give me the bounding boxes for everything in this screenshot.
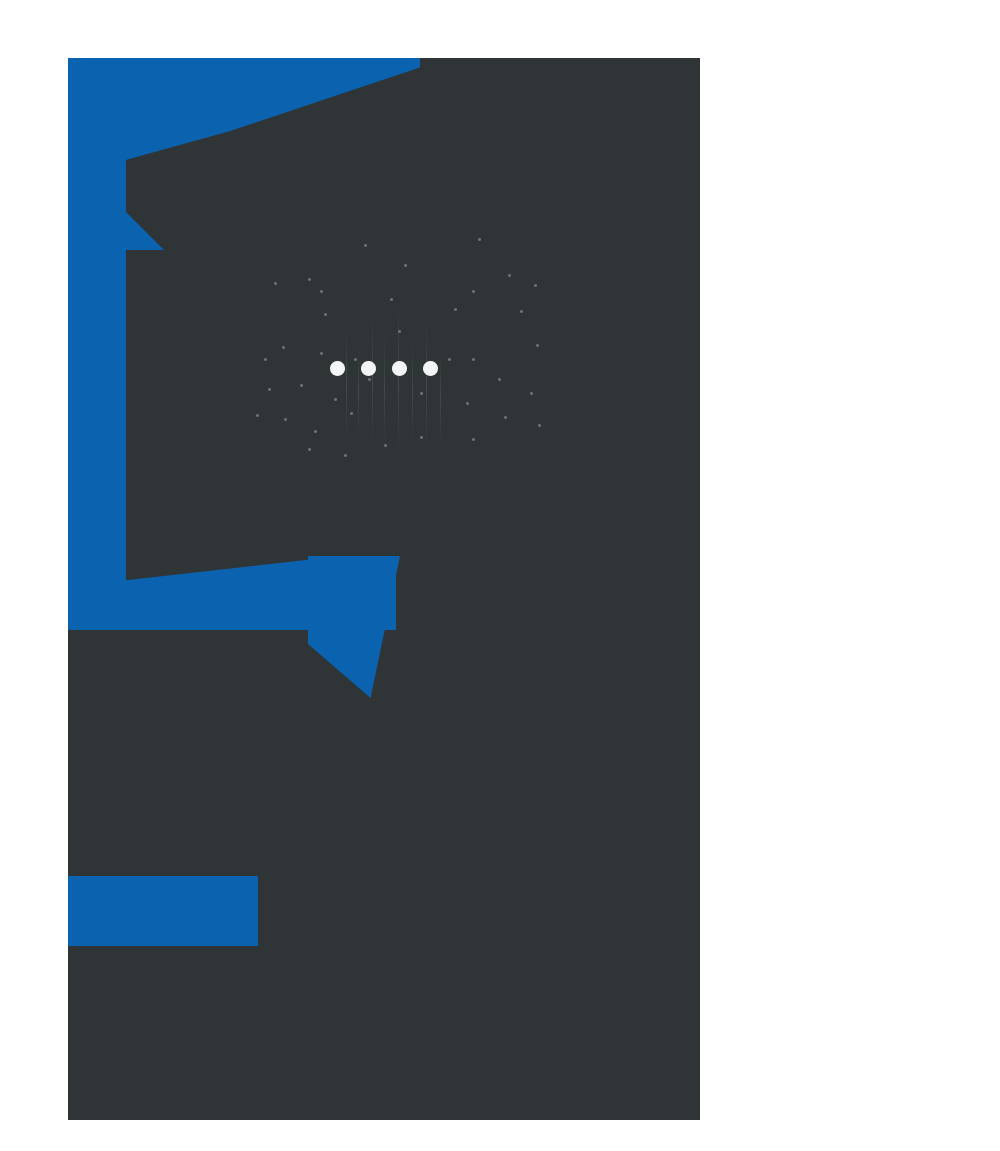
particle-dot bbox=[350, 412, 353, 415]
particle-dot bbox=[404, 264, 407, 267]
loading-dot bbox=[392, 361, 407, 376]
particle-streak bbox=[358, 344, 359, 440]
particle-streak bbox=[426, 320, 427, 450]
particle-streak bbox=[384, 334, 385, 444]
particle-dot bbox=[466, 402, 469, 405]
particle-dot bbox=[504, 416, 507, 419]
particle-dot bbox=[264, 358, 267, 361]
particle-dot bbox=[256, 414, 259, 417]
particle-dot bbox=[384, 444, 387, 447]
particle-dot bbox=[478, 238, 481, 241]
loading-dot bbox=[330, 361, 345, 376]
particle-dot bbox=[268, 388, 271, 391]
particle-dot bbox=[472, 290, 475, 293]
particle-dot bbox=[320, 352, 323, 355]
particle-dot bbox=[536, 344, 539, 347]
particle-dot bbox=[498, 378, 501, 381]
loading-dot bbox=[361, 361, 376, 376]
particle-dot bbox=[534, 284, 537, 287]
particle-dot bbox=[282, 346, 285, 349]
loading-dot bbox=[423, 361, 438, 376]
particle-dot bbox=[448, 358, 451, 361]
particle-dot bbox=[308, 448, 311, 451]
particle-dot bbox=[314, 430, 317, 433]
particle-dot bbox=[508, 274, 511, 277]
app-window bbox=[68, 58, 700, 1120]
particle-dot bbox=[368, 378, 371, 381]
particle-streak bbox=[412, 342, 413, 442]
particle-dot bbox=[364, 244, 367, 247]
particle-dot bbox=[308, 278, 311, 281]
particle-streak bbox=[440, 354, 441, 444]
loading-dots bbox=[330, 361, 438, 376]
particle-dot bbox=[300, 384, 303, 387]
particle-dot bbox=[284, 418, 287, 421]
particle-dot bbox=[420, 436, 423, 439]
particle-dot bbox=[324, 313, 327, 316]
particle-dot bbox=[520, 310, 523, 313]
particle-dot bbox=[472, 358, 475, 361]
particle-dot bbox=[320, 290, 323, 293]
particle-dot bbox=[454, 308, 457, 311]
particle-dot bbox=[420, 392, 423, 395]
particle-streak bbox=[372, 310, 373, 450]
particle-dot bbox=[472, 438, 475, 441]
brand-wedge-top bbox=[68, 58, 420, 176]
particle-streak bbox=[398, 298, 399, 458]
particle-dot bbox=[530, 392, 533, 395]
particle-dot bbox=[334, 398, 337, 401]
particle-dot bbox=[274, 282, 277, 285]
particle-dot bbox=[390, 298, 393, 301]
particle-dot bbox=[538, 424, 541, 427]
particle-streak bbox=[346, 326, 347, 446]
brand-chip bbox=[68, 876, 258, 946]
particle-dot bbox=[344, 454, 347, 457]
